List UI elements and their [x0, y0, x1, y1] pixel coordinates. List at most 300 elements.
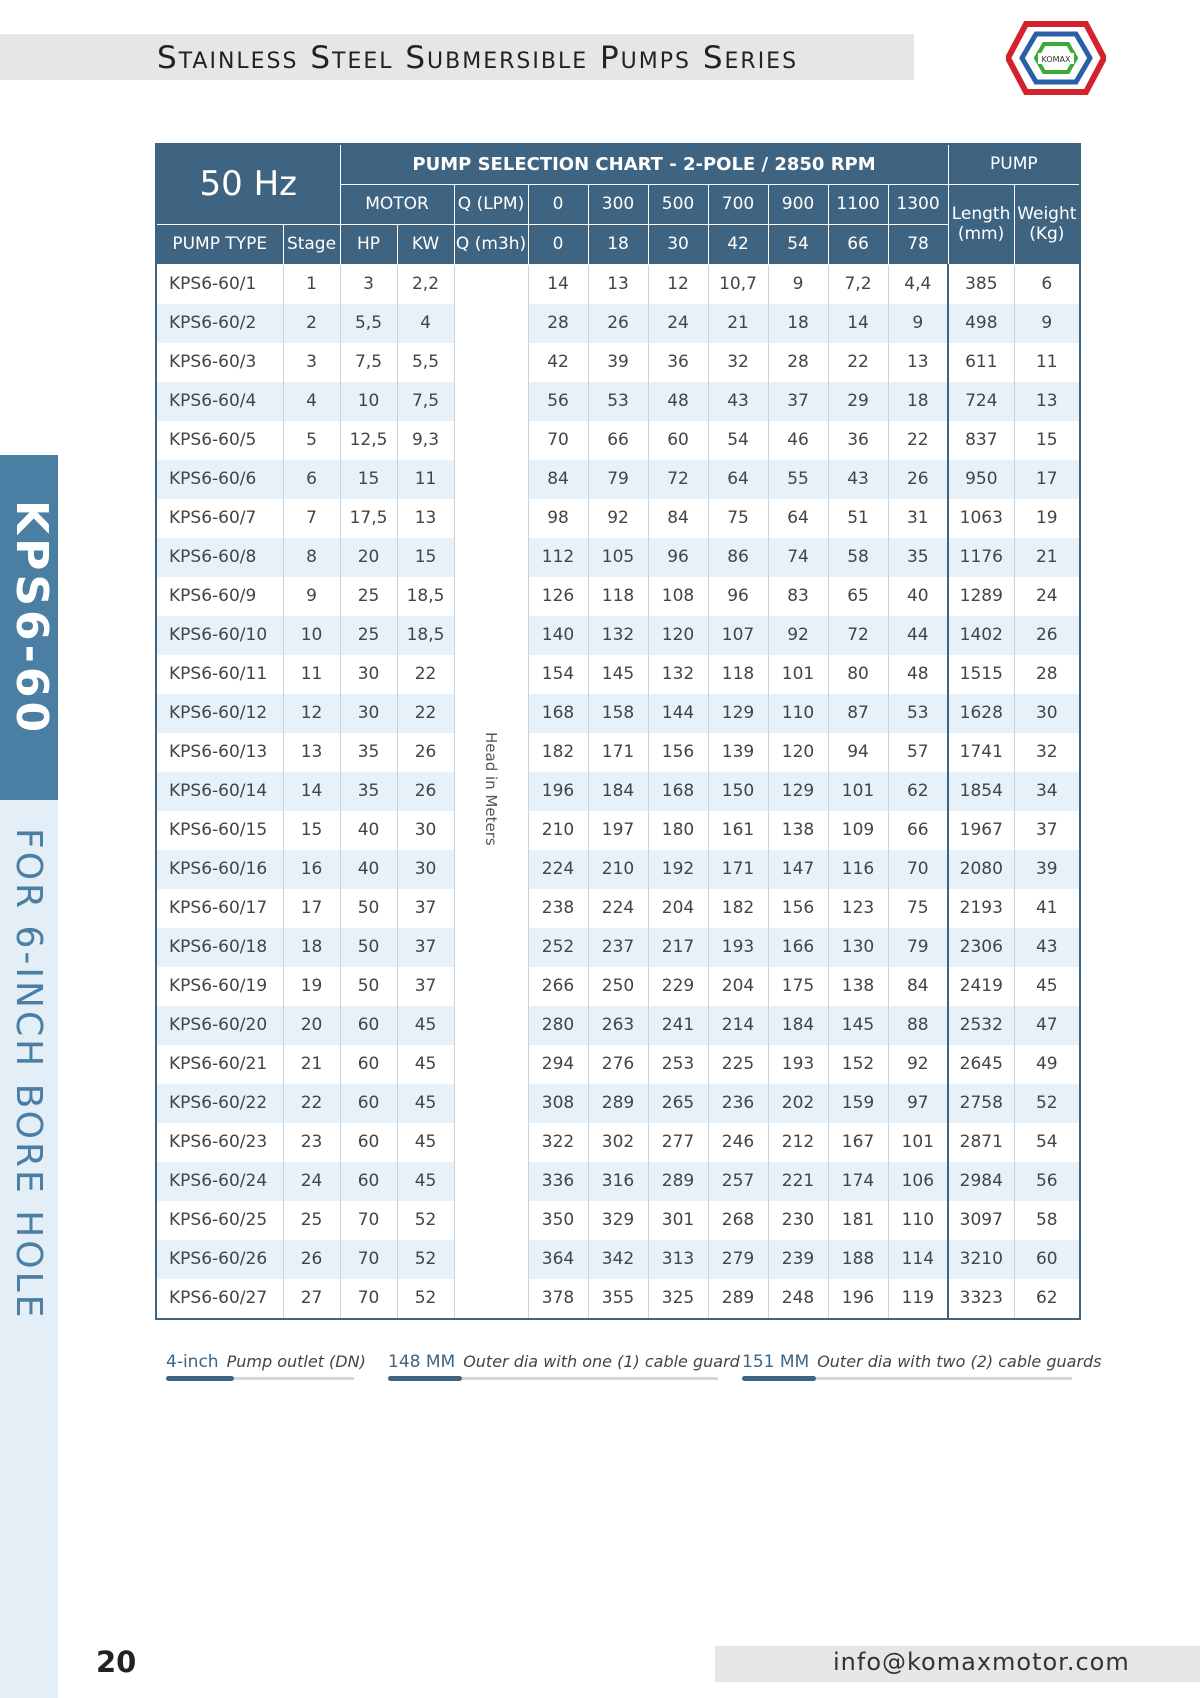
head-value-cell: 87 — [828, 694, 888, 733]
head-value-cell: 29 — [828, 382, 888, 421]
kw-header: KW — [397, 224, 454, 264]
head-value-cell: 147 — [768, 850, 828, 889]
hp-cell: 35 — [340, 772, 397, 811]
head-value-cell: 225 — [708, 1045, 768, 1084]
pump-type-cell: KPS6-60/15 — [156, 811, 283, 850]
footnote-rule — [462, 1377, 718, 1380]
head-value-cell: 79 — [588, 460, 648, 499]
table-row — [156, 577, 1080, 616]
length-cell: 2306 — [948, 928, 1014, 967]
head-value-cell: 192 — [648, 850, 708, 889]
head-value-cell: 114 — [888, 1240, 948, 1279]
pump-type-cell: KPS6-60/9 — [156, 577, 283, 616]
logo-text: KOMAX — [1041, 55, 1071, 64]
table-row — [156, 264, 1080, 304]
head-value-cell: 84 — [528, 460, 588, 499]
head-value-cell: 9 — [888, 304, 948, 343]
head-value-cell: 241 — [648, 1006, 708, 1045]
footnote-underline — [742, 1376, 816, 1381]
head-value-cell: 266 — [528, 967, 588, 1006]
footnote-outlet-key: 4-inch — [166, 1352, 219, 1372]
head-value-cell: 193 — [768, 1045, 828, 1084]
weight-cell: 49 — [1014, 1045, 1080, 1084]
weight-cell: 37 — [1014, 811, 1080, 850]
head-value-cell: 161 — [708, 811, 768, 850]
head-value-cell: 64 — [708, 460, 768, 499]
table-body — [156, 264, 1080, 1319]
page-title: Stainless Steel Submersible Pumps Series — [157, 40, 799, 76]
table-row — [156, 538, 1080, 577]
head-value-cell: 212 — [768, 1123, 828, 1162]
head-value-cell: 28 — [528, 304, 588, 343]
head-value-cell: 236 — [708, 1084, 768, 1123]
head-value-cell: 26 — [888, 460, 948, 499]
hp-cell: 12,5 — [340, 421, 397, 460]
head-value-cell: 83 — [768, 577, 828, 616]
head-value-cell: 239 — [768, 1240, 828, 1279]
head-value-cell: 322 — [528, 1123, 588, 1162]
pump-type-cell: KPS6-60/27 — [156, 1279, 283, 1319]
weight-cell: 13 — [1014, 382, 1080, 421]
length-cell: 2984 — [948, 1162, 1014, 1201]
q-lpm-700: 700 — [708, 184, 768, 224]
head-value-cell: 43 — [708, 382, 768, 421]
head-value-cell: 48 — [888, 655, 948, 694]
head-value-cell: 246 — [708, 1123, 768, 1162]
length-cell: 950 — [948, 460, 1014, 499]
pump-type-cell: KPS6-60/19 — [156, 967, 283, 1006]
head-value-cell: 118 — [588, 577, 648, 616]
head-value-cell: 56 — [528, 382, 588, 421]
head-value-cell: 280 — [528, 1006, 588, 1045]
footnote-underline — [388, 1376, 462, 1381]
head-value-cell: 120 — [648, 616, 708, 655]
pump-type-cell: KPS6-60/21 — [156, 1045, 283, 1084]
head-value-cell: 18 — [768, 304, 828, 343]
footnote-two-guards-text: Outer dia with two (2) cable guards — [817, 1352, 1102, 1371]
stage-cell: 18 — [283, 928, 340, 967]
footnote-rule — [234, 1377, 354, 1380]
pump-type-cell: KPS6-60/12 — [156, 694, 283, 733]
head-value-cell: 66 — [888, 811, 948, 850]
table-row — [156, 655, 1080, 694]
head-value-cell: 65 — [828, 577, 888, 616]
table-row — [156, 1123, 1080, 1162]
stage-cell: 27 — [283, 1279, 340, 1319]
q-lpm-900: 900 — [768, 184, 828, 224]
length-cell: 1741 — [948, 733, 1014, 772]
head-value-cell: 277 — [648, 1123, 708, 1162]
head-value-cell: 32 — [708, 343, 768, 382]
pump-type-cell: KPS6-60/8 — [156, 538, 283, 577]
head-value-cell: 39 — [588, 343, 648, 382]
table-row — [156, 772, 1080, 811]
length-cell: 3210 — [948, 1240, 1014, 1279]
head-value-cell: 14 — [528, 264, 588, 304]
stage-cell: 17 — [283, 889, 340, 928]
stage-cell: 26 — [283, 1240, 340, 1279]
hp-cell: 50 — [340, 967, 397, 1006]
head-value-cell: 156 — [768, 889, 828, 928]
head-value-cell: 55 — [768, 460, 828, 499]
head-value-cell: 316 — [588, 1162, 648, 1201]
head-value-cell: 58 — [828, 538, 888, 577]
stage-cell: 24 — [283, 1162, 340, 1201]
head-value-cell: 62 — [888, 772, 948, 811]
weight-cell: 52 — [1014, 1084, 1080, 1123]
head-value-cell: 53 — [588, 382, 648, 421]
weight-cell: 17 — [1014, 460, 1080, 499]
head-value-cell: 44 — [888, 616, 948, 655]
komax-logo — [1006, 18, 1106, 98]
hp-cell: 20 — [340, 538, 397, 577]
head-value-cell: 313 — [648, 1240, 708, 1279]
kw-cell: 30 — [397, 850, 454, 889]
head-value-cell: 325 — [648, 1279, 708, 1319]
hp-cell: 70 — [340, 1201, 397, 1240]
head-value-cell: 221 — [768, 1162, 828, 1201]
footnote-one-guard — [388, 1352, 740, 1372]
head-note-cell — [454, 264, 528, 1319]
head-value-cell: 139 — [708, 733, 768, 772]
q-lpm-label: Q (LPM) — [454, 184, 528, 224]
head-value-cell: 79 — [888, 928, 948, 967]
head-value-cell: 350 — [528, 1201, 588, 1240]
head-value-cell: 96 — [648, 538, 708, 577]
length-cell: 1289 — [948, 577, 1014, 616]
head-value-cell: 250 — [588, 967, 648, 1006]
head-value-cell: 210 — [588, 850, 648, 889]
head-value-cell: 132 — [588, 616, 648, 655]
head-value-cell: 355 — [588, 1279, 648, 1319]
pump-type-cell: KPS6-60/23 — [156, 1123, 283, 1162]
head-value-cell: 9 — [768, 264, 828, 304]
pump-type-cell: KPS6-60/16 — [156, 850, 283, 889]
head-value-cell: 156 — [648, 733, 708, 772]
head-value-cell: 22 — [828, 343, 888, 382]
head-value-cell: 118 — [708, 655, 768, 694]
length-cell: 611 — [948, 343, 1014, 382]
q-m3h-30: 30 — [648, 224, 708, 264]
kw-cell: 2,2 — [397, 264, 454, 304]
hp-cell: 40 — [340, 811, 397, 850]
hp-cell: 7,5 — [340, 343, 397, 382]
head-value-cell: 35 — [888, 538, 948, 577]
head-value-cell: 268 — [708, 1201, 768, 1240]
stage-cell: 14 — [283, 772, 340, 811]
head-value-cell: 154 — [528, 655, 588, 694]
stage-cell: 10 — [283, 616, 340, 655]
head-value-cell: 119 — [888, 1279, 948, 1319]
kw-cell: 18,5 — [397, 616, 454, 655]
pump-type-cell: KPS6-60/4 — [156, 382, 283, 421]
head-value-cell: 171 — [708, 850, 768, 889]
kw-cell: 45 — [397, 1084, 454, 1123]
head-value-cell: 84 — [648, 499, 708, 538]
head-value-cell: 48 — [648, 382, 708, 421]
weight-cell: 56 — [1014, 1162, 1080, 1201]
head-value-cell: 289 — [708, 1279, 768, 1319]
head-value-cell: 202 — [768, 1084, 828, 1123]
head-value-cell: 150 — [708, 772, 768, 811]
hp-cell: 40 — [340, 850, 397, 889]
head-value-cell: 70 — [528, 421, 588, 460]
head-value-cell: 158 — [588, 694, 648, 733]
head-value-cell: 257 — [708, 1162, 768, 1201]
contact-email[interactable]: info@komaxmotor.com — [833, 1648, 1130, 1676]
kw-cell: 22 — [397, 655, 454, 694]
head-value-cell: 51 — [828, 499, 888, 538]
head-value-cell: 106 — [888, 1162, 948, 1201]
head-value-cell: 181 — [828, 1201, 888, 1240]
motor-group-header: MOTOR — [340, 184, 454, 224]
weight-cell: 41 — [1014, 889, 1080, 928]
head-value-cell: 97 — [888, 1084, 948, 1123]
head-value-cell: 14 — [828, 304, 888, 343]
head-value-cell: 301 — [648, 1201, 708, 1240]
head-value-cell: 101 — [768, 655, 828, 694]
head-value-cell: 92 — [888, 1045, 948, 1084]
table-row — [156, 889, 1080, 928]
pump-type-cell: KPS6-60/25 — [156, 1201, 283, 1240]
hp-cell: 25 — [340, 616, 397, 655]
kw-cell: 37 — [397, 889, 454, 928]
pump-type-cell: KPS6-60/5 — [156, 421, 283, 460]
head-value-cell: 98 — [528, 499, 588, 538]
length-cell: 1402 — [948, 616, 1014, 655]
side-caption: FOR 6-INCH BORE HOLE — [8, 828, 49, 1321]
head-value-cell: 302 — [588, 1123, 648, 1162]
footnote-one-guard-text: Outer dia with one (1) cable guard — [463, 1352, 740, 1371]
head-value-cell: 4,4 — [888, 264, 948, 304]
length-cell: 1063 — [948, 499, 1014, 538]
head-value-cell: 230 — [768, 1201, 828, 1240]
stage-cell: 9 — [283, 577, 340, 616]
weight-cell: 34 — [1014, 772, 1080, 811]
length-cell: 724 — [948, 382, 1014, 421]
head-value-cell: 112 — [528, 538, 588, 577]
head-value-cell: 110 — [768, 694, 828, 733]
hp-header: HP — [340, 224, 397, 264]
kw-cell: 5,5 — [397, 343, 454, 382]
head-value-cell: 378 — [528, 1279, 588, 1319]
stage-cell: 11 — [283, 655, 340, 694]
head-value-cell: 168 — [528, 694, 588, 733]
head-value-cell: 37 — [768, 382, 828, 421]
weight-cell: 6 — [1014, 264, 1080, 304]
head-value-cell: 289 — [588, 1084, 648, 1123]
head-value-cell: 105 — [588, 538, 648, 577]
head-value-cell: 224 — [588, 889, 648, 928]
stage-cell: 12 — [283, 694, 340, 733]
head-value-cell: 84 — [888, 967, 948, 1006]
hp-cell: 60 — [340, 1006, 397, 1045]
length-cell: 385 — [948, 264, 1014, 304]
table-row — [156, 1045, 1080, 1084]
table-row — [156, 733, 1080, 772]
weight-cell: 58 — [1014, 1201, 1080, 1240]
pump-type-cell: KPS6-60/3 — [156, 343, 283, 382]
table-row — [156, 967, 1080, 1006]
table-row — [156, 1201, 1080, 1240]
head-value-cell: 159 — [828, 1084, 888, 1123]
head-value-cell: 217 — [648, 928, 708, 967]
head-value-cell: 126 — [528, 577, 588, 616]
head-value-cell: 167 — [828, 1123, 888, 1162]
head-value-cell: 129 — [708, 694, 768, 733]
pump-group-header: PUMP — [948, 144, 1080, 184]
table-row — [156, 811, 1080, 850]
head-value-cell: 180 — [648, 811, 708, 850]
weight-cell: 30 — [1014, 694, 1080, 733]
hp-cell: 70 — [340, 1279, 397, 1319]
weight-cell: 62 — [1014, 1279, 1080, 1319]
head-value-cell: 174 — [828, 1162, 888, 1201]
head-value-cell: 182 — [528, 733, 588, 772]
head-value-cell: 74 — [768, 538, 828, 577]
head-value-cell: 132 — [648, 655, 708, 694]
head-value-cell: 364 — [528, 1240, 588, 1279]
head-value-cell: 197 — [588, 811, 648, 850]
pump-type-cell: KPS6-60/24 — [156, 1162, 283, 1201]
frequency-label: 50 Hz — [156, 144, 340, 224]
stage-cell: 20 — [283, 1006, 340, 1045]
table-row — [156, 694, 1080, 733]
head-value-cell: 64 — [768, 499, 828, 538]
q-m3h-42: 42 — [708, 224, 768, 264]
head-note: Head in Meters — [482, 731, 501, 846]
weight-cell: 24 — [1014, 577, 1080, 616]
stage-cell: 3 — [283, 343, 340, 382]
head-value-cell: 265 — [648, 1084, 708, 1123]
head-value-cell: 130 — [828, 928, 888, 967]
table-row — [156, 499, 1080, 538]
footnote-underline — [166, 1376, 234, 1381]
head-value-cell: 31 — [888, 499, 948, 538]
table-row — [156, 1006, 1080, 1045]
head-value-cell: 66 — [588, 421, 648, 460]
q-m3h-0: 0 — [528, 224, 588, 264]
hp-cell: 60 — [340, 1123, 397, 1162]
head-value-cell: 40 — [888, 577, 948, 616]
pump-type-cell: KPS6-60/1 — [156, 264, 283, 304]
page-number: 20 — [96, 1645, 137, 1679]
q-lpm-1100: 1100 — [828, 184, 888, 224]
length-cell: 2193 — [948, 889, 1014, 928]
head-value-cell: 229 — [648, 967, 708, 1006]
head-value-cell: 210 — [528, 811, 588, 850]
kw-cell: 4 — [397, 304, 454, 343]
q-m3h-78: 78 — [888, 224, 948, 264]
head-value-cell: 18 — [888, 382, 948, 421]
footnote-two-guards-key: 151 MM — [742, 1352, 810, 1372]
kw-cell: 9,3 — [397, 421, 454, 460]
hp-cell: 25 — [340, 577, 397, 616]
head-value-cell: 53 — [888, 694, 948, 733]
head-value-cell: 60 — [648, 421, 708, 460]
head-value-cell: 110 — [888, 1201, 948, 1240]
stage-cell: 2 — [283, 304, 340, 343]
stage-cell: 23 — [283, 1123, 340, 1162]
table-row — [156, 850, 1080, 889]
head-value-cell: 92 — [588, 499, 648, 538]
hp-cell: 17,5 — [340, 499, 397, 538]
kw-cell: 45 — [397, 1006, 454, 1045]
hp-cell: 35 — [340, 733, 397, 772]
head-value-cell: 145 — [588, 655, 648, 694]
length-cell: 837 — [948, 421, 1014, 460]
footnote-one-guard-key: 148 MM — [388, 1352, 456, 1372]
weight-cell: 11 — [1014, 343, 1080, 382]
head-value-cell: 24 — [648, 304, 708, 343]
head-value-cell: 57 — [888, 733, 948, 772]
head-value-cell: 171 — [588, 733, 648, 772]
hp-cell: 60 — [340, 1162, 397, 1201]
stage-cell: 7 — [283, 499, 340, 538]
head-value-cell: 107 — [708, 616, 768, 655]
chart-title: PUMP SELECTION CHART - 2-POLE / 2850 RPM — [340, 144, 948, 184]
pump-type-cell: KPS6-60/17 — [156, 889, 283, 928]
kw-cell: 37 — [397, 967, 454, 1006]
hp-cell: 50 — [340, 928, 397, 967]
head-value-cell: 188 — [828, 1240, 888, 1279]
length-cell: 1515 — [948, 655, 1014, 694]
head-value-cell: 72 — [828, 616, 888, 655]
head-value-cell: 144 — [648, 694, 708, 733]
hp-cell: 5,5 — [340, 304, 397, 343]
stage-cell: 22 — [283, 1084, 340, 1123]
kw-cell: 13 — [397, 499, 454, 538]
pump-type-cell: KPS6-60/13 — [156, 733, 283, 772]
head-value-cell: 248 — [768, 1279, 828, 1319]
pump-selection-table — [155, 143, 1081, 1320]
side-model-label: KPS6-60 — [6, 500, 57, 737]
hp-cell: 3 — [340, 264, 397, 304]
length-cell: 1967 — [948, 811, 1014, 850]
weight-cell: 15 — [1014, 421, 1080, 460]
length-cell: 2871 — [948, 1123, 1014, 1162]
footnote-outlet — [166, 1352, 366, 1372]
head-value-cell: 140 — [528, 616, 588, 655]
head-value-cell: 94 — [828, 733, 888, 772]
head-value-cell: 184 — [768, 1006, 828, 1045]
table-row — [156, 616, 1080, 655]
head-value-cell: 182 — [708, 889, 768, 928]
kw-cell: 11 — [397, 460, 454, 499]
head-value-cell: 116 — [828, 850, 888, 889]
length-cell: 2532 — [948, 1006, 1014, 1045]
q-lpm-1300: 1300 — [888, 184, 948, 224]
head-value-cell: 109 — [828, 811, 888, 850]
length-cell: 498 — [948, 304, 1014, 343]
weight-cell: 43 — [1014, 928, 1080, 967]
head-value-cell: 184 — [588, 772, 648, 811]
head-value-cell: 96 — [708, 577, 768, 616]
head-value-cell: 10,7 — [708, 264, 768, 304]
head-value-cell: 43 — [828, 460, 888, 499]
pump-type-cell: KPS6-60/2 — [156, 304, 283, 343]
kw-cell: 15 — [397, 538, 454, 577]
length-cell: 1176 — [948, 538, 1014, 577]
stage-cell: 6 — [283, 460, 340, 499]
stage-cell: 5 — [283, 421, 340, 460]
footnotes — [160, 1352, 1102, 1386]
kw-cell: 26 — [397, 772, 454, 811]
hp-cell: 60 — [340, 1045, 397, 1084]
length-header: Length (mm) — [948, 184, 1014, 264]
head-value-cell: 129 — [768, 772, 828, 811]
weight-cell: 54 — [1014, 1123, 1080, 1162]
